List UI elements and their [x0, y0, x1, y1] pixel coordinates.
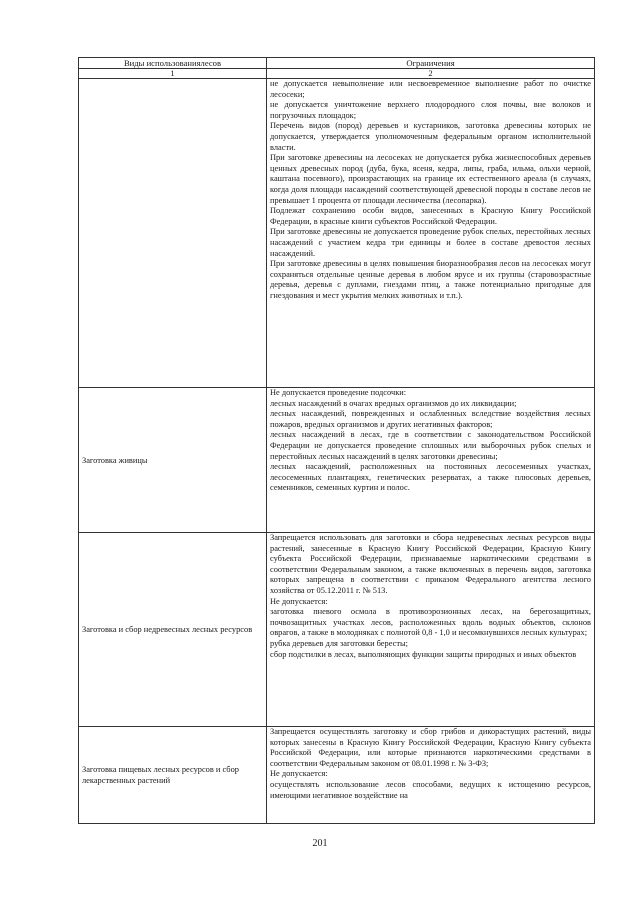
header-col-forest-use-types: Виды использованиялесов: [79, 58, 267, 69]
row-restrictions: [267, 727, 595, 824]
restriction-paragraph: При заготовке древесины в целях повышения биоразнообразия лесов на лесосеках могут сохраняться отдельные ценные деревья в любом ярусе и их группы (старовозрастные деревья, деревья с дуплами, гнездами птиц, а также потенциально пригодные для гнездования и мест укрытия мелких животных и т.п.).: [270, 259, 591, 300]
row-use-type: Заготовка пищевых лесных ресурсов и сбор лекарственных растений: [79, 727, 267, 824]
restriction-paragraph: сбор подстилки в лесах, выполняющих функции защиты природных и иных объектов: [270, 649, 577, 659]
restriction-paragraph: Запрещается использовать для заготовки и сбора недревесных лесных ресурсов виды растений, занесенные в Красную Книгу Российской Федерации, Красную Книгу субъекта Российской Федерации, признаваемые наркотическими средствами в соответствии Федеральным законом, а также включенных в перечень видов, заготовка которых запрещена в соответствии с приказом Федерального агентства лесного хозяйства от 05.12.2011 г. № 513.: [270, 533, 591, 595]
restriction-paragraph: заготовка пневого осмола в противоэрозионных лесах, на берегозащитных, почвозащитных участках лесов, расположенных вдоль водных объектов, склонов оврагов, а также в молодняках с полнотой 0,8 - 1,0 и несомкнувшихся лесных культурах;: [270, 607, 591, 638]
restrictions-table: [78, 57, 595, 824]
restriction-paragraph: Не допускается:: [270, 769, 328, 779]
restriction-paragraph: Подлежат сохранению особи видов, занесенных в Красную Книгу Российской Федерации, в красные книги субъектов Российской Федерации.: [270, 206, 591, 226]
row-use-type: Заготовка живицы: [79, 388, 267, 533]
column-number-2: 2: [267, 69, 595, 79]
restriction-paragraph: Не допускается:: [270, 596, 328, 606]
row-restrictions: [267, 79, 595, 388]
restriction-paragraph: При заготовке древесины не допускается проведение рубок спелых, перестойных лесных насаждений с участием кедра три единицы и более в составе древостоя лесных насаждений.: [270, 227, 591, 258]
table-row: [79, 79, 595, 388]
table-header-row: [79, 58, 595, 69]
restriction-paragraph: При заготовке древесины на лесосеках не допускается рубка жизнеспособных деревьев ценных древесных пород (дуба, бука, ясеня, кедра, липы, граба, ильма, ольхи черной, каштана посевного), произрастающих на границе их естественного ареала (в случаях, когда доля площади насаждений соответствующей древесной породы в составе лесов не превышает 1 процента от площади лесничества (лесопарка).: [270, 153, 591, 205]
restriction-paragraph: Перечень видов (пород) деревьев и кустарников, заготовка древесины которых не допускается, утверждается уполномоченным федеральным органом исполнительной власти.: [270, 121, 591, 152]
row-use-type: [79, 79, 267, 388]
table-row: [79, 388, 595, 533]
restriction-paragraph: осуществлять использование лесов способами, ведущих к истощению ресурсов, имеющими негативное воздействие на: [270, 779, 591, 800]
restriction-paragraph: лесных насаждений в очагах вредных организмов до их ликвидации;: [270, 398, 517, 408]
page-number: 201: [312, 838, 328, 849]
table-row: [79, 533, 595, 727]
restriction-paragraph: лесных насаждений, расположенных на постоянных лесосеменных участках, лесосеменных плантациях, генетических резерватах, а также плюсовых деревьев, семенников, семенных куртин и полос.: [270, 462, 591, 493]
restriction-paragraph: Не допускается проведение подсочки:: [270, 388, 407, 397]
column-number-1: 1: [79, 69, 267, 79]
restriction-paragraph: лесных насаждений в лесах, где в соответствии с законодательством Российской Федерации не допускается проведение сплошных или выборочных рубок спелых и перестойных лесных насаждений в целях заготовки древесины;: [270, 430, 591, 461]
restriction-paragraph: Запрещается осуществлять заготовку и сбор грибов и дикорастущих растений, виды которых занесены в Красную Книгу Российской Федерации, Красную Книгу субъекта Российской Федерации, или которые признаются наркотическими средствами в соответствии Федеральным законом от 08.01.1998 г. № 3-ФЗ;: [270, 727, 591, 768]
header-col-restrictions: Ограничения: [267, 58, 595, 69]
restriction-paragraph: лесных насаждений, поврежденных и ослабленных вследствие воздействия лесных пожаров, вредных организмов и других негативных факторов;: [270, 409, 591, 429]
row-use-type: Заготовка и сбор недревесных лесных ресурсов: [79, 533, 267, 727]
column-number-row: [79, 69, 595, 79]
restriction-paragraph: рубка деревьев для заготовки бересты;: [270, 638, 408, 648]
table-row: [79, 727, 595, 824]
restriction-paragraph: не допускается невыполнение или несвоевременное выполнение работ по очистке лесосеки;: [270, 79, 591, 99]
row-restrictions: [267, 533, 595, 727]
restriction-paragraph: не допускается уничтожение верхнего плодородного слоя почвы, вне волоков и погрузочных площадок;: [270, 100, 591, 120]
row-restrictions: [267, 388, 595, 533]
